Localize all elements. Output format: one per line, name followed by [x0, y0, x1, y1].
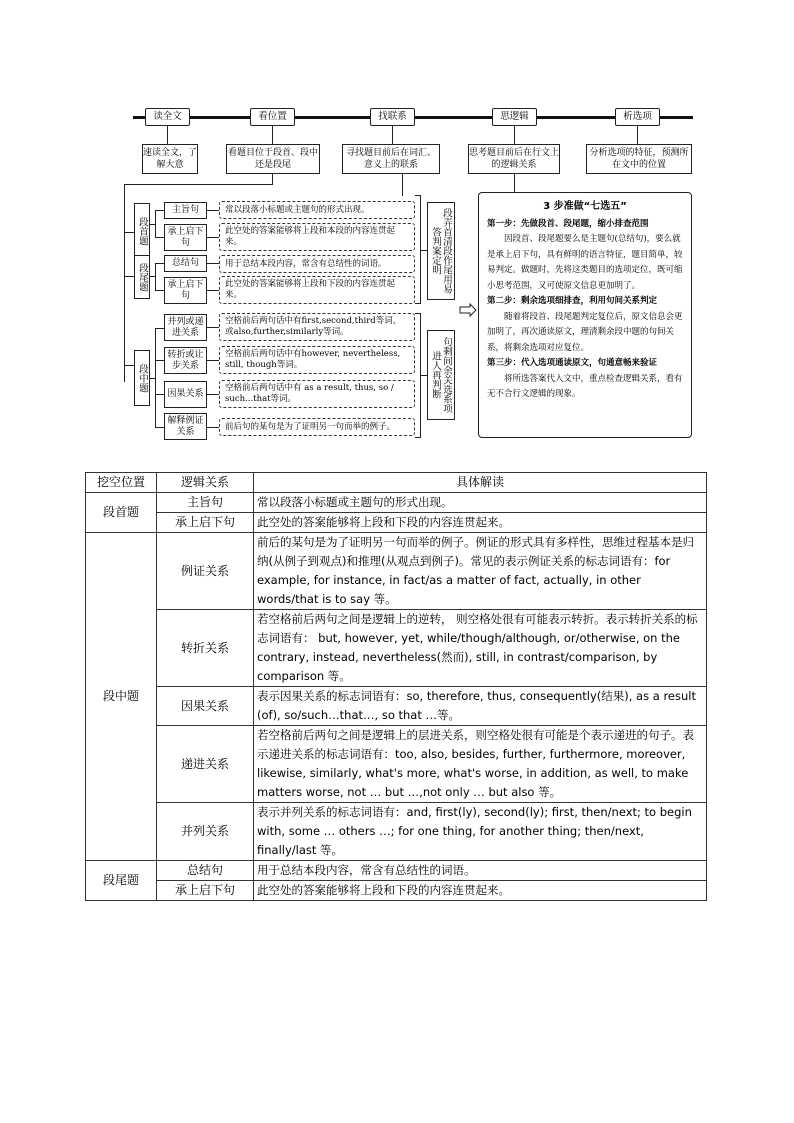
- table-header: 挖空位置: [86, 473, 157, 493]
- relation-cell: 因果关系: [157, 687, 254, 726]
- relation-cell: 主旨句: [157, 493, 254, 513]
- desc-binglie: 空格前后两句话中有first,second,third等词，或also,further,similarly等词。: [219, 313, 415, 341]
- relation-cell: 总结句: [157, 861, 254, 881]
- flow-step-2: 看位置: [250, 108, 295, 126]
- cat-zhuanzhe: 转折或让步关系: [164, 347, 207, 374]
- table-header-row: [86, 473, 707, 493]
- desc-yinguo: 空格前后两句话中有 as a result, thus, so / such...that等词。: [219, 380, 415, 408]
- explanation-cell: 若空格前后两句之间是逻辑上的层进关系，则空格处很有可能是个表示递进的句子。表示递进关系的标志词语有：too, also, besides, further, furthermore, moreover, likewise, similarly, what's more, what's worse, in addition, as well, to make matters worse, not … but …,not only … but also 等。: [254, 726, 707, 803]
- explanation-cell: 常以段落小标题或主题句的形式出现。: [254, 493, 707, 513]
- group-duanshou: 段首题: [134, 203, 150, 259]
- panel-title: 3 步准做“七选五”: [543, 201, 627, 212]
- flow-desc-3: 寻找题目前后在词汇、意义上的联系: [342, 144, 440, 174]
- flow-step-4: 思逻辑: [492, 108, 537, 126]
- cat-chengshang-1: 承上启下句: [164, 224, 207, 251]
- flow-desc-2: 看题目位于段首、段中还是段尾: [226, 144, 320, 174]
- explanation-cell: 此空处的答案能够将上段和下段的内容连贯起来。: [254, 881, 707, 901]
- desc-zhuanzhe: 空格前后两句话中有however, nevertheless, still, though等词。: [219, 346, 415, 374]
- group-cell: 段首题: [86, 493, 157, 533]
- cat-zongjieju: 总结句: [164, 255, 207, 272]
- table-row: [86, 513, 707, 533]
- group-cell: 段尾题: [86, 861, 157, 901]
- cat-binglie: 并列或递进关系: [164, 314, 207, 341]
- relation-cell: 例证关系: [157, 533, 254, 610]
- relation-cell: 转折关系: [157, 610, 254, 687]
- table-row: [86, 533, 707, 610]
- group-cell: 段中题: [86, 533, 157, 861]
- flow-step-5: 析选项: [615, 108, 660, 126]
- panel-step2-head: 第二步：剩余选项细排查，利用句间关系判定: [487, 296, 658, 306]
- table-row: [86, 687, 707, 726]
- table-row: [86, 861, 707, 881]
- explanation-cell: 此空处的答案能够将上段和下段的内容连贯起来。: [254, 513, 707, 533]
- table-row: [86, 881, 707, 901]
- explanation-cell: 若空格前后两句之间是逻辑上的逆转， 则空格处很有可能表示转折。表示转折关系的标志词语有： but, however, yet, while/though/although, or/otherwise, on the contrary, instead, nevertheless(然而), still, in contrast/comparison, by comparison 等。: [254, 610, 707, 687]
- desc-chengshang-1: 此空处的答案能够将上段和本段的内容连贯起来。: [219, 223, 415, 251]
- flow-step-3: 找联系: [370, 108, 415, 126]
- cat-jieshi: 解释例证关系: [164, 413, 207, 440]
- table-row: [86, 493, 707, 513]
- explanation-cell: 前后的某句是为了证明另一句而举的例子。例证的形式具有多样性，思维过程基本是归纳(从例子到观点)和推理(从观点到例子)。常见的表示例证关系的标志词语有：for example, for instance, in fact/as a matter of fact, actually, in other words/that is to say 等。: [254, 533, 707, 610]
- flow-step-1: 读全文: [145, 108, 190, 126]
- desc-zongjieju: 用于总结本段内容，常含有总结性的词语。: [219, 255, 415, 273]
- cat-chengshang-2: 承上启下句: [164, 277, 207, 304]
- table-header: 具体解读: [254, 473, 707, 493]
- cat-yinguo: 因果关系: [164, 381, 207, 408]
- side-box-2: 句剩间余关选系项进人再判断: [427, 330, 455, 420]
- explanation-cell: 表示并列关系的标志词语有：and, first(ly), second(ly); first, then/next; to begin with, some … others …; for one thing, for another thing; then/next, finally/last 等。: [254, 803, 707, 861]
- flow-desc-4: 思考题目前后在行文上的逻辑关系: [468, 144, 560, 174]
- panel-step1-head: 第一步：先做段首、段尾题，缩小排查范围: [487, 218, 649, 229]
- relation-cell: 递进关系: [157, 726, 254, 803]
- explanation-cell: 表示因果关系的标志词语有：so, therefore, thus, consequently(结果), as a result (of), so/such…that…, so that …等。: [254, 687, 707, 726]
- table-header: 逻辑关系: [157, 473, 254, 493]
- table-row: [86, 803, 707, 861]
- logic-table: [85, 472, 707, 901]
- group-duanzhong: 段中题: [134, 350, 150, 406]
- panel-step3-body: 将所选答案代入文中，重点检查逻辑关系，看有无不合行文逻辑的现象。: [487, 373, 683, 399]
- group-duanwei: 段尾题: [134, 255, 150, 299]
- cat-zhuzhiju: 主旨句: [164, 202, 207, 219]
- relation-cell: 并列关系: [157, 803, 254, 861]
- three-step-panel: [478, 192, 692, 438]
- relation-cell: 承上启下句: [157, 513, 254, 533]
- explanation-cell: 用于总结本段内容，常含有总结性的词语。: [254, 861, 707, 881]
- panel-step1-body: 因段首、段尾题要么是主题句(总结句)，要么就是承上启下句，具有鲜明的语言特征，题目简单，较易判定。做题时，先将这类题目的选项定位，既可缩小思考范围，又可使原文信息更加明了。: [487, 234, 683, 291]
- panel-step2-body: 随着将段首、段尾题判定复位后，原文信息会更加明了，再次通读原文，理清剩余段中题的句间关系，将剩余选项对应复位。: [487, 311, 683, 353]
- arrow-icon: [459, 302, 477, 316]
- table-row: [86, 610, 707, 687]
- relation-cell: 承上启下句: [157, 881, 254, 901]
- side-box-1: 段弄首清段作尾用易答判案定明: [427, 202, 455, 300]
- flow-desc-1: 速读全文，了解大意: [142, 144, 198, 174]
- table-row: [86, 726, 707, 803]
- desc-jieshi: 前后句的某句是为了证明另一句而举的例子。: [219, 418, 415, 436]
- flow-desc-5: 分析选项的特征，预测所在文中的位置: [586, 144, 692, 174]
- desc-zhuzhiju: 常以段落小标题或主题句的形式出现。: [219, 201, 415, 219]
- desc-chengshang-2: 此空处的答案能够将上段和下段的内容连贯起来。: [219, 276, 415, 304]
- panel-step3-head: 第三步：代入选项通读原文，句通意畅来验证: [487, 358, 658, 368]
